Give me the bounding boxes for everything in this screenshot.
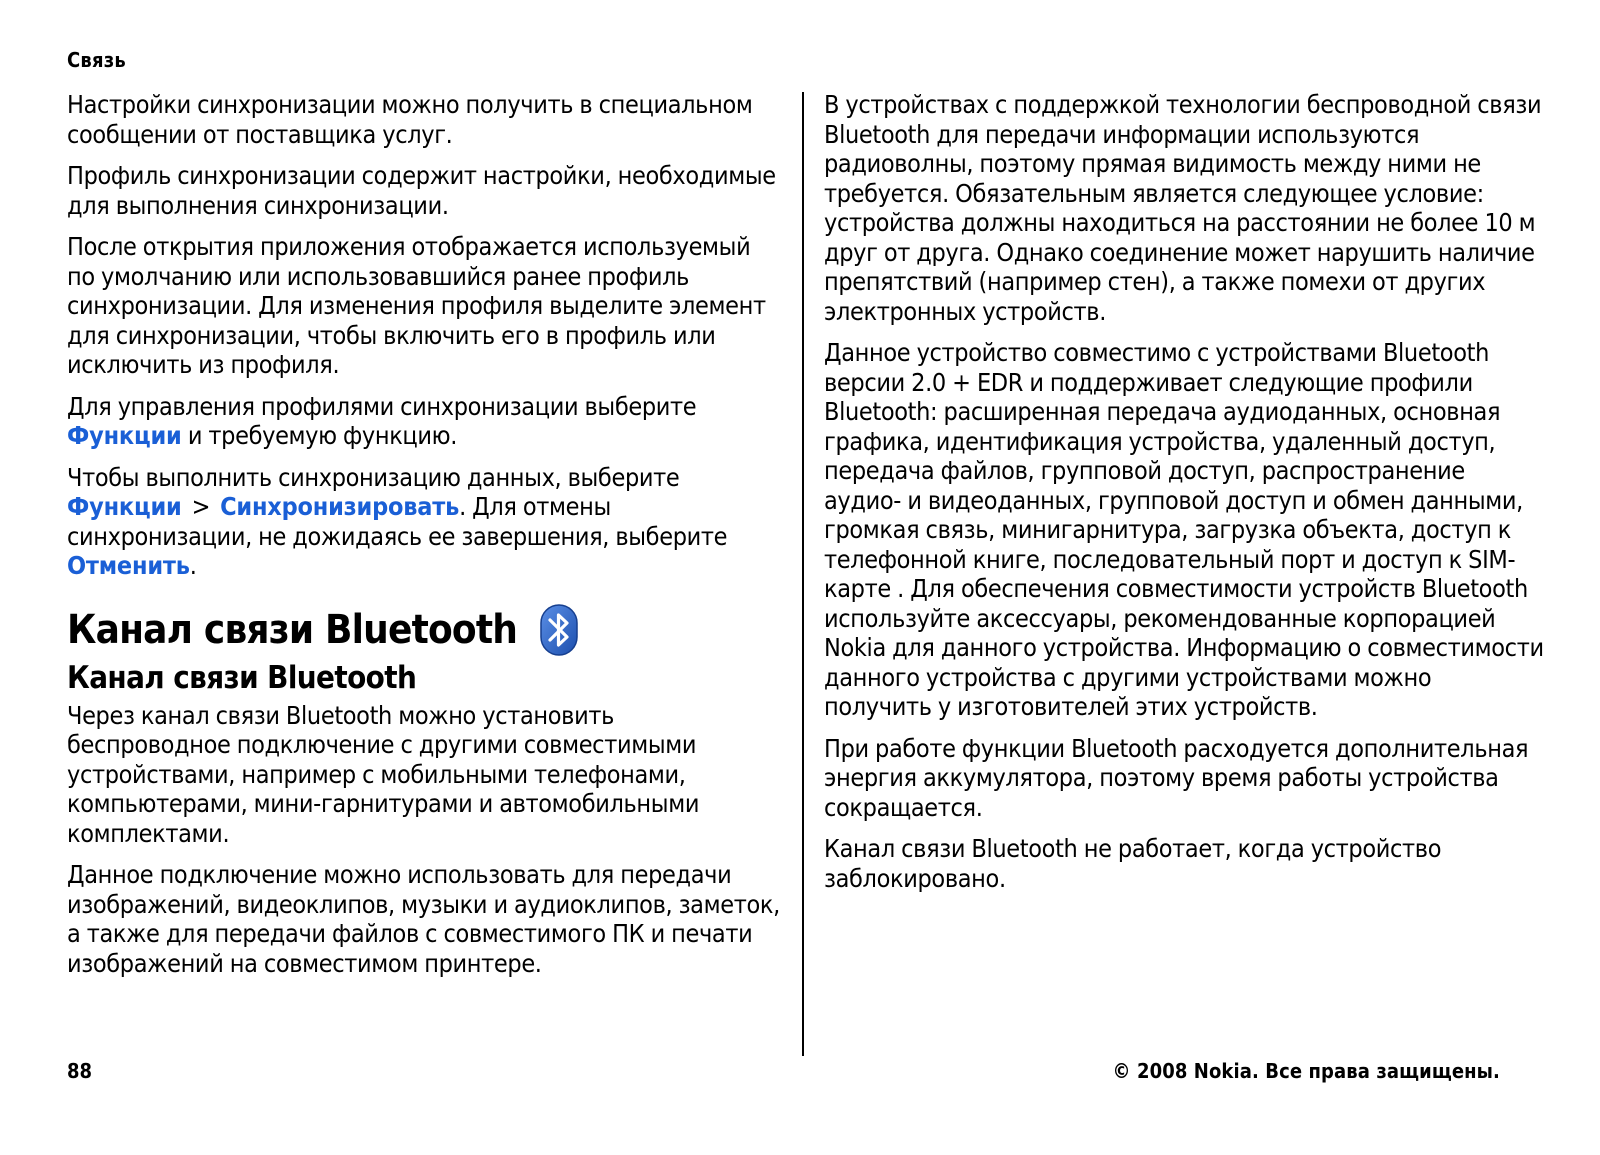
cancel-link[interactable]: Отменить — [67, 551, 190, 580]
text-fragment: . — [189, 551, 197, 580]
page-number: 88 — [67, 1059, 93, 1083]
paragraph-profile-selection: После открытия приложения отображается используемый по умолчанию или использовавшийся ранее профиль синхронизации. Для изменения профиля выделите элемент для синхронизации, чтобы включить его в профиль или исключить из профиля. — [67, 232, 766, 379]
paragraph-perform-sync — [67, 463, 782, 581]
left-column — [67, 90, 782, 990]
paragraph-manage-profiles — [67, 392, 782, 451]
paragraph-bluetooth-intro: Через канал связи Bluetooth можно установить беспроводное подключение с другими совместимыми устройствами, например с мобильными телефонами, компьютерами, мини-гарнитурами и автомобильными комплектами. — [67, 700, 700, 848]
paragraph-battery: При работе функции Bluetooth расходуется дополнительная энергия аккумулятора, поэтому время работы устройства сокращается. — [824, 733, 1529, 822]
paragraph-compatibility: Данное устройство совместимо с устройствами Bluetooth версии 2.0 + EDR и поддерживает следующие профили Bluetooth: расширенная передача аудиоданных, основная графика, идентификация устройства, удаленный доступ, передача файлов, групповой доступ, распространение аудио- и видеоданных, групповой доступ и обмен данными, громкая связь, минигарнитура, загрузка объекта, доступ к телефонной книге, последовательный порт и доступ к SIM-карте . Для обеспечения совместимости устройств Bluetooth используйте аксессуары, рекомендованные корпорацией Nokia для данного устройства. Информацию о совместимости данного устройства с другими устройствами можно получить у изготовителей этих устройств. — [824, 338, 1544, 721]
section-header: Связь — [67, 48, 126, 72]
paragraph-radio-waves: В устройствах с поддержкой технологии беспроводной связи Bluetooth для передачи информации используются радиоволны, поэтому прямая видимость между ними не требуется. Обязательным является следующее условие: устройства должны находиться на расстоянии не более 10 м друг от друга. Однако соединение может нарушить наличие препятствий (например стен), а также помехи от других электронных устройств. — [824, 90, 1542, 326]
chapter-heading-text: Канал связи Bluetooth — [67, 606, 518, 653]
paragraph-sync-profile: Профиль синхронизации содержит настройки, необходимые для выполнения синхронизации. — [67, 161, 776, 220]
section-heading: Канал связи Bluetooth — [67, 659, 417, 696]
paragraph-locked: Канал связи Bluetooth не работает, когда устройство заблокировано. — [824, 834, 1442, 893]
paragraph-bluetooth-usage: Данное подключение можно использовать для передачи изображений, видеоклипов, музыки и аудиоклипов, заметок, а также для передачи файлов с совместимого ПК и печати изображений на совместимом принтере. — [67, 860, 780, 978]
text-fragment: . Для отмены синхронизации, не дожидаясь ее завершения, выберите — [67, 492, 728, 551]
text-fragment: и требуемую функцию. — [181, 421, 458, 450]
functions-link[interactable]: Функции — [67, 492, 182, 521]
functions-link[interactable]: Функции — [67, 421, 182, 450]
copyright-notice: © 2008 Nokia. Все права защищены. — [1112, 1059, 1500, 1083]
text-fragment: Чтобы выполнить синхронизацию данных, выберите — [67, 462, 680, 492]
paragraph-sync-settings: Настройки синхронизации можно получить в специальном сообщении от поставщика услуг. — [67, 90, 753, 149]
menu-path-separator: > — [191, 492, 211, 521]
chapter-heading — [67, 603, 782, 657]
column-divider — [802, 92, 804, 1056]
synchronize-link[interactable]: Синхронизировать — [220, 492, 460, 521]
bluetooth-icon — [539, 603, 579, 657]
text-fragment: Для управления профилями синхронизации выберите — [67, 391, 697, 421]
right-column — [824, 90, 1544, 905]
